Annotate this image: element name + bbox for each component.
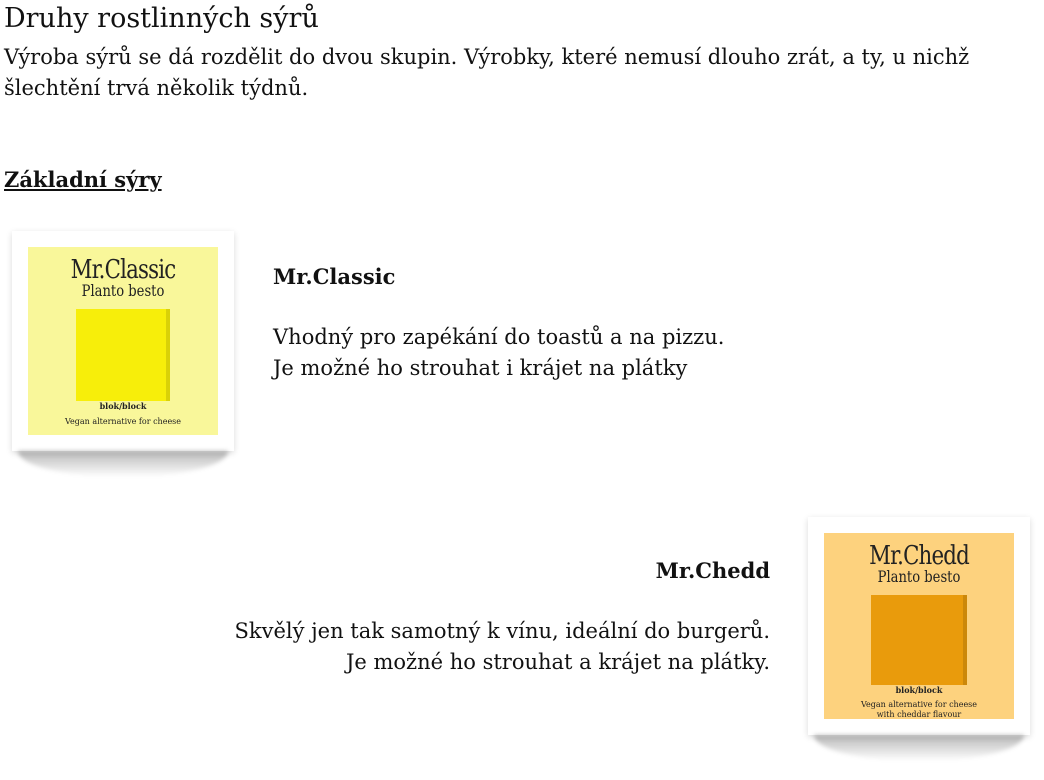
product-name-mr-chedd: Mr.Chedd <box>655 558 770 583</box>
description-line: Je možné ho strouhat i krájet na plátky <box>273 356 688 380</box>
description-line: Skvělý jen tak samotný k vínu, ideální do burgerů. <box>234 619 770 643</box>
package-subtitle: Planto besto <box>81 281 165 300</box>
section-heading: Základní sýry <box>4 167 162 192</box>
cheese-block-image <box>76 309 170 401</box>
package-type: blok/block <box>99 401 147 411</box>
description-line: Je možné ho strouhat a krájet na plátky. <box>345 650 770 674</box>
intro-paragraph: Výroba sýrů se dá rozdělit do dvou skupin. Výrobky, které nemusí dlouho zrát, a ty, u nichž šlechtění trvá několik týdnů. <box>4 45 970 100</box>
cheese-block-image <box>871 595 967 685</box>
cheese-package-mr-classic <box>28 247 218 435</box>
description-line: Vhodný pro zapékání do toastů a na pizzu. <box>273 325 725 349</box>
package-description: with cheddar flavour <box>876 710 962 719</box>
package-description: Vegan alternative for cheese <box>860 700 978 709</box>
page-title: Druhy rostlinných sýrů <box>4 3 319 34</box>
product-photo-mr-chedd <box>808 517 1030 735</box>
package-type: blok/block <box>895 685 943 695</box>
cheese-package-mr-chedd <box>824 533 1014 719</box>
package-subtitle: Planto besto <box>877 567 961 586</box>
package-brand: Mr.Classic <box>70 255 176 285</box>
product-description-mr-chedd <box>234 616 770 678</box>
product-description-mr-classic <box>273 322 724 384</box>
product-name-mr-classic: Mr.Classic <box>273 264 396 289</box>
package-description: Vegan alternative for cheese <box>64 417 182 426</box>
product-photo-mr-classic <box>12 231 234 451</box>
package-brand: Mr.Chedd <box>869 541 969 571</box>
